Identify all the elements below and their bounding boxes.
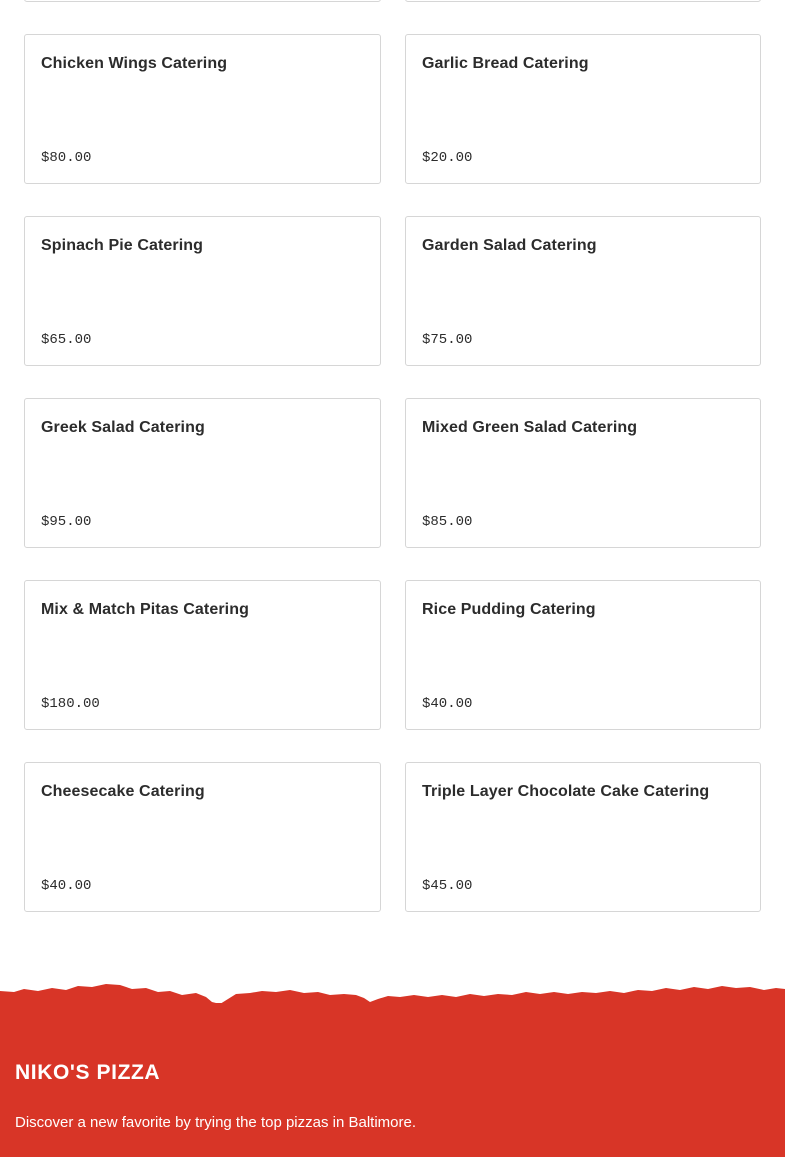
menu-item-card-rice-pudding-catering[interactable]: [405, 580, 761, 730]
menu-item-price: $75.00: [422, 332, 473, 348]
menu-item-name: Garlic Bread Catering: [422, 55, 589, 72]
menu-item-card-triple-layer-chocolate-cake-catering[interactable]: [405, 762, 761, 912]
menu-item-card-spinach-pie-catering[interactable]: [24, 216, 381, 366]
menu-item-card-garden-salad-catering[interactable]: [405, 216, 761, 366]
menu-item-card-greek-salad-catering[interactable]: [24, 398, 381, 548]
menu-item-price: $40.00: [422, 696, 473, 712]
menu-item-name: Mixed Green Salad Catering: [422, 419, 638, 436]
menu-item-card-mixed-green-salad-catering[interactable]: [405, 398, 761, 548]
menu-item-card-cheesecake-catering[interactable]: [24, 762, 381, 912]
menu-item-card-mix-match-pitas-catering[interactable]: [24, 580, 381, 730]
menu-item-card-chicken-wings-catering[interactable]: [24, 34, 381, 184]
menu-item-name: Triple Layer Chocolate Cake Catering: [422, 783, 710, 800]
catering-menu-grid: [24, 0, 761, 912]
menu-item-price: $80.00: [41, 150, 92, 166]
menu-item-name: Chicken Wings Catering: [41, 55, 228, 72]
menu-item-card[interactable]: [405, 0, 761, 2]
footer-tagline: Discover a new favorite by trying the top pizzas in Baltimore.: [15, 1114, 417, 1131]
menu-item-name: Rice Pudding Catering: [422, 601, 596, 618]
menu-item-price: $85.00: [422, 514, 473, 530]
menu-item-card[interactable]: [24, 0, 381, 2]
menu-item-price: $180.00: [41, 696, 100, 712]
menu-item-price: $65.00: [41, 332, 92, 348]
menu-item-price: $45.00: [422, 878, 473, 894]
menu-item-name: Garden Salad Catering: [422, 237, 597, 254]
menu-item-name: Greek Salad Catering: [41, 419, 205, 436]
menu-item-price: $20.00: [422, 150, 473, 166]
menu-item-name: Cheesecake Catering: [41, 783, 205, 800]
footer-brand-name[interactable]: NIKO'S PIZZA: [15, 1061, 161, 1084]
menu-item-card-garlic-bread-catering[interactable]: [405, 34, 761, 184]
site-footer: [0, 983, 785, 1157]
menu-item-name: Spinach Pie Catering: [41, 237, 204, 254]
menu-item-price: $95.00: [41, 514, 92, 530]
menu-item-name: Mix & Match Pitas Catering: [41, 601, 249, 618]
menu-item-price: $40.00: [41, 878, 92, 894]
